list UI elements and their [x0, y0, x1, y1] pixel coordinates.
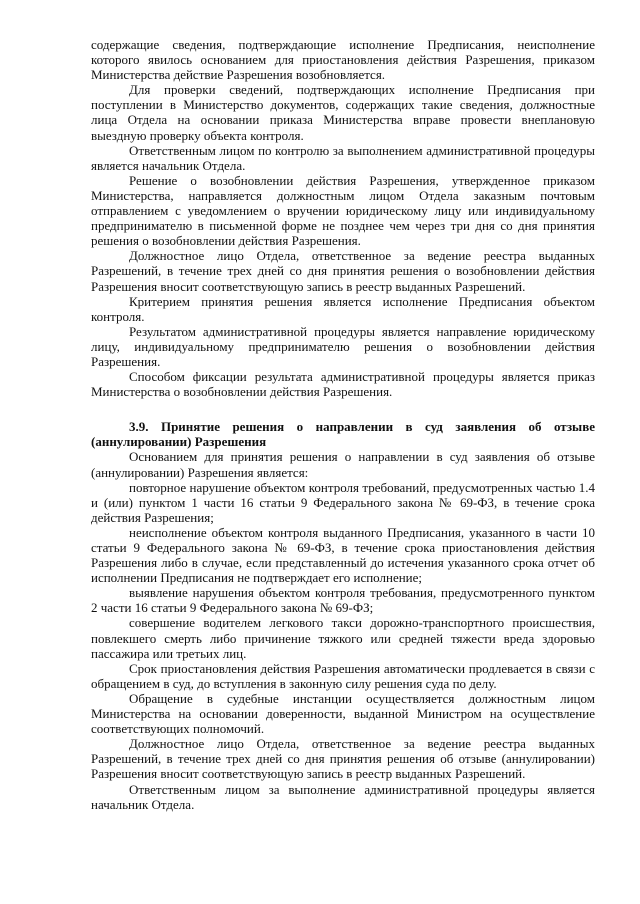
paragraph: Результатом административной процедуры является направление юридическому лицу, индивидуальному предпринимателю решения о возобновлении действия Разрешения. — [91, 323, 595, 369]
document-page — [91, 37, 595, 812]
paragraph: Решение о возобновлении действия Разрешения, утвержденное приказом Министерства, направляется должностным лицом Отдела заказным почтовым отправлением с уведомлением о вручении юридическому лицу или индивидуальному предпринимателю в письменной форме не позднее чем через три дня со дня принятия решения о возобновлении действия Разрешения. — [91, 172, 595, 249]
paragraph: совершение водителем легкового такси дорожно-транспортного происшествия, повлекшего смерть либо причинение тяжкого или средней тяжести вреда здоровью пассажира или третьих лиц. — [91, 615, 595, 661]
paragraph: Срок приостановления действия Разрешения автоматически продлевается в связи с обращением в суд, до вступления в законную силу решения суда по делу. — [91, 660, 595, 691]
paragraph: Основанием для принятия решения о направлении в суд заявления об отзыве (аннулировании) Разрешения является: — [91, 449, 595, 480]
paragraph: выявление нарушения объектом контроля требования, предусмотренного пунктом 2 части 16 статьи 9 Федерального закона № 69-ФЗ; — [91, 585, 595, 616]
paragraph: повторное нарушение объектом контроля требований, предусмотренных частью 1.4 и (или) пунктом 1 части 16 статьи 9 Федерального закона № 69-ФЗ, в течение срока действия Разрешения; — [91, 479, 595, 525]
paragraph: Должностное лицо Отдела, ответственное за ведение реестра выданных Разрешений, в течение трех дней со дня принятия решения об отзыве (аннулировании) Разрешения вносит соответствующую запись в реестр выданных Разрешений. — [91, 736, 595, 782]
paragraph: Ответственным лицом за выполнение административной процедуры является начальник Отдела. — [91, 781, 595, 812]
section-heading: 3.9. Принятие решения о направлении в суд заявления об отзыве (аннулировании) Разрешения — [91, 419, 595, 450]
paragraph: неисполнение объектом контроля выданного Предписания, указанного в части 10 статьи 9 Федерального закона № 69-ФЗ, в течение срока приостановления действия Разрешения либо в случае, если представленный до истечения указанного срока отчет об исполнении Предписания не подтверждает его исполнение; — [91, 524, 595, 586]
paragraph: Должностное лицо Отдела, ответственное за ведение реестра выданных Разрешений, в течение трех дней со дня принятия решения о возобновлении действия Разрешения вносит соответствующую запись в реестр выданных Разрешений. — [91, 248, 595, 294]
paragraph: Для проверки сведений, подтверждающих исполнение Предписания при поступлении в Министерство документов, содержащих такие сведения, должностные лица Отдела на основании приказа Министерства вправе провести внеплановую выездную проверку объекта контроля. — [91, 82, 595, 143]
paragraph: Способом фиксации результата административной процедуры является приказ Министерства о возобновлении действия Разрешения. — [91, 369, 595, 400]
paragraph: содержащие сведения, подтверждающие исполнение Предписания, неисполнение которого явилось основанием для приостановления действия Разрешения, приказом Министерства действие Разрешения возобновляется. — [91, 37, 595, 83]
paragraph: Критерием принятия решения является исполнение Предписания объектом контроля. — [91, 293, 595, 324]
section-spacer — [91, 399, 595, 419]
paragraph: Ответственным лицом по контролю за выполнением административной процедуры является начальник Отдела. — [91, 142, 595, 173]
paragraph: Обращение в судебные инстанции осуществляется должностным лицом Министерства на основании доверенности, выданной Министром на осуществление соответствующих полномочий. — [91, 690, 595, 737]
